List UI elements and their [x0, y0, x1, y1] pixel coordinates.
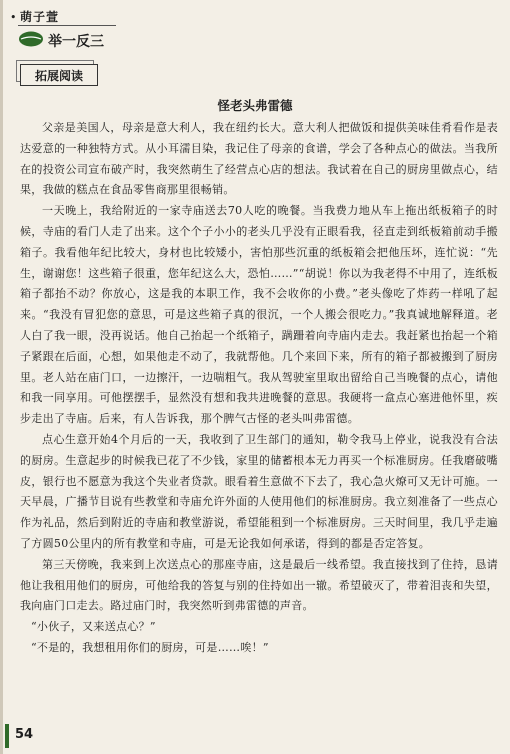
- paragraph: 一天晚上，我给附近的一家寺庙送去70人吃的晚餐。当我费力地从车上拖出纸板箱子的时候，寺庙的看门人走了出来。这个个子小小的老头几乎没有正眼看我，径直走到纸板箱前动手搬箱子。我看他年纪比较大，身材也比较矮小，害怕那些沉重的纸板箱会把他压坏，连忙说：“先生，谢谢您！这些箱子很重，您年纪这么大，恐怕……”“胡说！你以为我老得不中用了，连纸板箱子都抬不动？你放心，这是我的本职工作，我不会收你的小费。”老头像吃了炸药一样吼了起来。“我没有冒犯您的意思，可是这些箱子真的很沉，一个人搬会很吃力。”我真诚地解释道。老人白了我一眼，没再说话。他自己抬起一个纸箱子，蹒跚着向寺庙内走去。我赶紧也抬起一个箱子紧跟在后面，心想，如果他走不动了，我就帮他。几个来回下来，所有的箱子都被搬到了厨房里。老人站在庙门口，一边擦汗，一边喘粗气。我从驾驶室里取出留给自己当晚餐的点心，请他和我一同享用。可他摆摆手，显然没有想和我共进晚餐的意思。我硬将一盒点心塞进他怀里，疾步走出了寺庙。后来，有人告诉我，那个脾气古怪的老头叫弗雷德。: [20, 204, 498, 426]
- page-footer: [5, 724, 37, 748]
- section-title: 举一反三: [48, 34, 104, 50]
- article-body: [20, 118, 498, 659]
- dialog-line: “不是的，我想租用你们的厨房，可是……唉！”: [31, 640, 269, 654]
- leaf-icon: [18, 30, 44, 52]
- bullet-dot: •: [10, 11, 17, 24]
- paragraph: 父亲是美国人，母亲是意大利人，我在纽约长大。意大利人把做饭和提供美味佳肴看作是表达爱意的一种独特方式。从小耳濡目染，我记住了母亲的食谱，学会了各种点心的做法。当我所在的投资公司宣布破产时，我突然萌生了经营点心店的想法。我试着在自己的厨房里做点心，结果，我做的糕点在食品零售商那里很畅销。: [20, 121, 498, 197]
- page-header: [8, 4, 148, 52]
- page-number: 54: [15, 727, 34, 742]
- page-number-bar: [5, 724, 9, 748]
- paragraph: 第三天傍晚，我来到上次送点心的那座寺庙，这是最后一线希望。我直接找到了住持，恳请他让我租用他们的厨房，可他给我的答复与别的住持如出一辙。希望破灭了，带着泪丧和失望，我向庙门口走去。路过庙门时，我突然听到弗雷德的声音。: [20, 557, 498, 613]
- paragraph: 点心生意开始4个月后的一天，我收到了卫生部门的通知，勒令我马上停业，说我没有合法的厨房。生意起步的时候我已花了不少钱，家里的储蓄根本无力再买一个标准厨房。任我磨破嘴皮，银行也不愿意为我这个失业者贷款。眼看着生意做不下去了，我心急火燎可又无计可施。一天早晨，广播节目说有些教堂和寺庙允许外面的人使用他们的标准厨房。我立刻准备了一些点心作为礼品，然后到附近的寺庙和教堂游说，希望能租到一个标准厨房。三天时间里，我几乎走遍了方圆50公里内的所有教堂和寺庙，可是无论我如何承诺，得到的都是否定答复。: [20, 432, 498, 550]
- header-rule: [18, 25, 116, 26]
- section-tag: 拓展阅读: [20, 64, 98, 86]
- article-title: 怪老头弗雷德: [217, 98, 293, 113]
- series-name: 萌子萱: [20, 10, 60, 24]
- dialog-line: “小伙子，又来送点心？”: [31, 620, 156, 634]
